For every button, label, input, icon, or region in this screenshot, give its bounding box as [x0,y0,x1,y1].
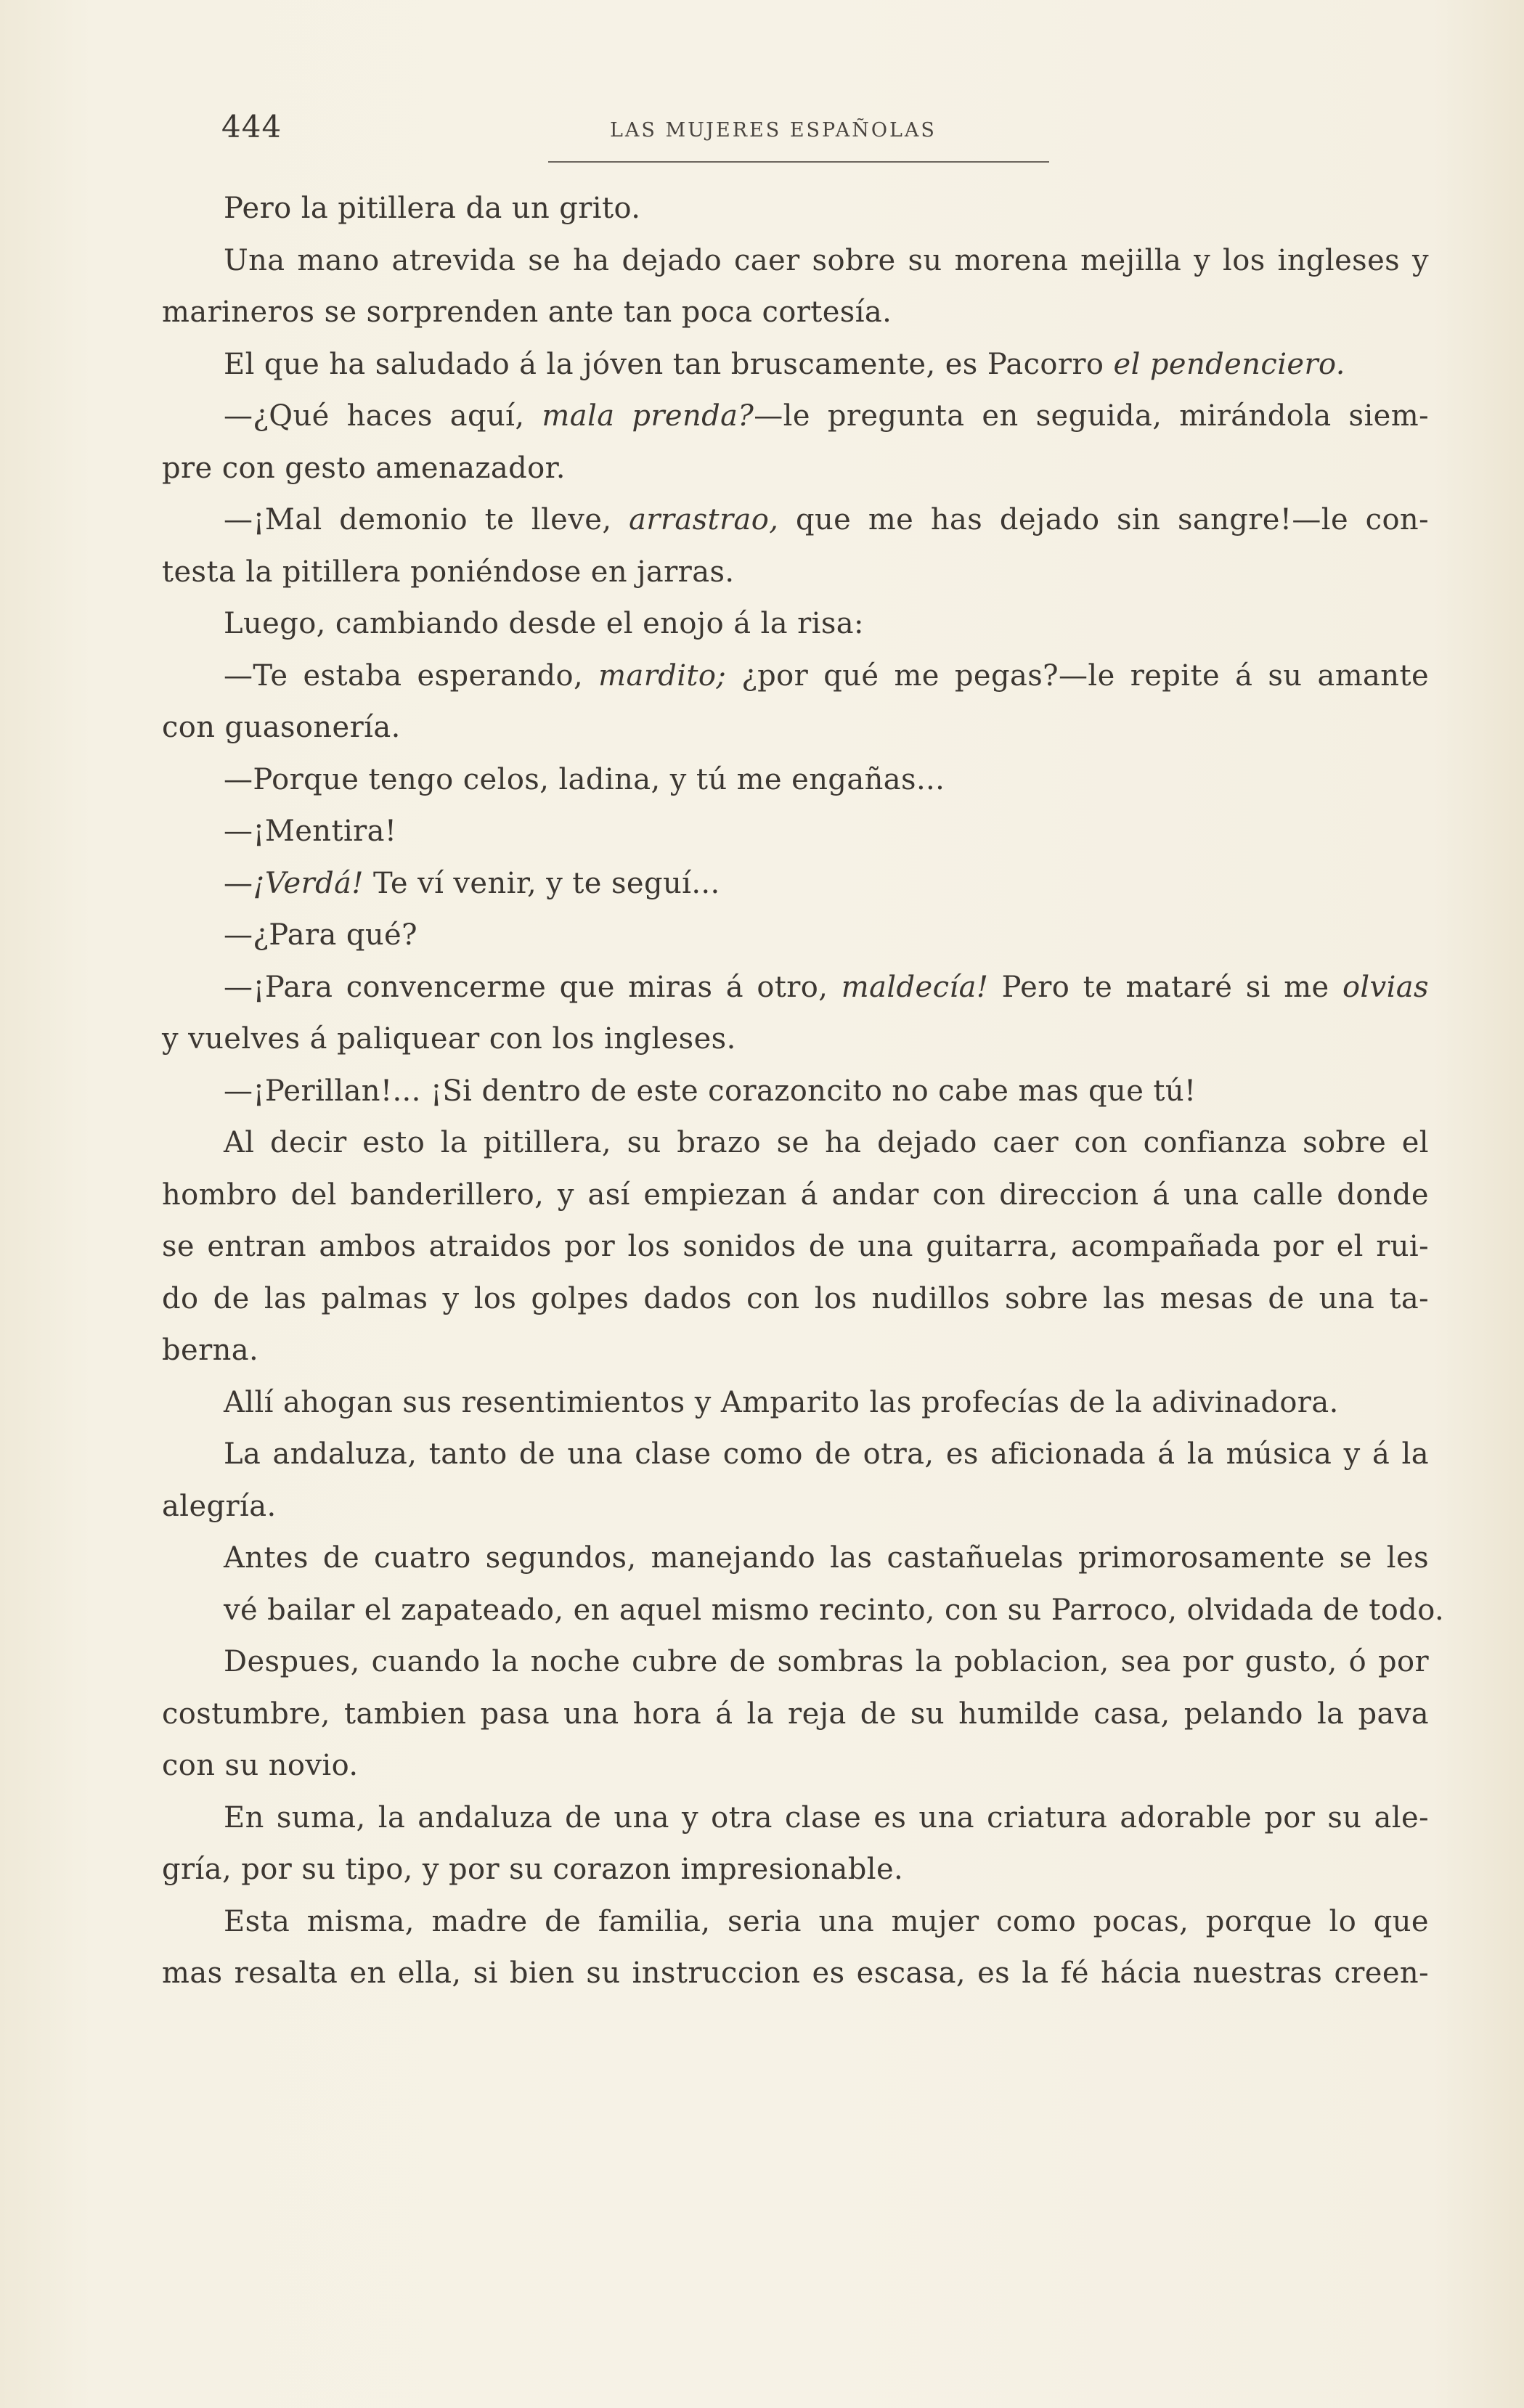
text-run: — [224,866,253,900]
text-run: En suma, la andaluza de una y otra clase es una criatura adorable por su ale- [224,1800,1429,1834]
text-line [162,1066,1429,1118]
text-line [162,1740,1429,1792]
text-line [162,962,1429,1014]
text-run: Despues, cuando la noche cubre de sombras la poblacion, sea por gusto, ó por [224,1645,1429,1678]
text-line [162,1325,1429,1377]
text-line [162,1221,1429,1273]
text-line [162,858,1429,910]
italic-text: ¡Verdá! [253,866,364,900]
text-line [162,1585,1445,1637]
text-line [162,598,1429,650]
text-run: —Porque tengo celos, ladina, y tú me engañas... [224,762,945,796]
text-run: que me has dejado sin sangre!—le con- [778,503,1429,536]
text-line [162,1481,1429,1533]
italic-text: mardito; [598,658,727,693]
text-run: Luego, cambiando desde el enojo á la risa: [224,607,864,640]
text-line [162,183,1429,235]
text-line [162,235,1429,287]
text-run: Te ví venir, y te seguí... [363,866,720,900]
text-run: ¿por qué me pegas?—le repite á su amante [726,658,1430,693]
text-run: con su novio. [162,1749,359,1782]
text-run: —¡Perillan!... ¡Si dentro de este corazoncito no cabe mas que tú! [224,1074,1197,1108]
text-run: costumbre, tambien pasa una hora á la reja de su humilde casa, pelando la pava [162,1697,1429,1731]
text-line [162,443,1429,495]
text-line [162,1532,1429,1585]
text-run: testa la pitillera poniéndose en jarras. [162,555,735,589]
header-rule [548,161,1049,163]
text-run: Una mano atrevida se ha dejado caer sobre su morena mejilla y los ingleses y [224,243,1429,277]
text-run: Pero la pitillera da un grito. [224,192,641,225]
text-line [162,1792,1429,1845]
text-run: y vuelves á paliquear con los ingleses. [162,1022,736,1056]
text-run: do de las palmas y los golpes dados con los nudillos sobre las mesas de una ta- [162,1281,1429,1315]
text-run: Al decir esto la pitillera, su brazo se ha dejado caer con confianza sobre el [224,1126,1429,1159]
text-line [162,1429,1429,1481]
page-header [221,109,1434,152]
text-line [162,1117,1429,1170]
text-line [162,1948,1429,2000]
text-line [162,754,1429,807]
text-run: —¡Mentira! [224,815,397,848]
text-line [162,1636,1429,1689]
text-run: berna. [162,1334,259,1367]
text-line [162,494,1429,547]
text-line [162,1013,1429,1066]
text-line [162,910,1429,962]
text-run: —le pregunta en seguida, mirándola siem- [754,399,1429,433]
text-run: alegría. [162,1489,277,1523]
text-run: marineros se sorprenden ante tan poca cortesía. [162,295,892,329]
text-line [162,650,1429,703]
text-run: hombro del banderillero, y así empiezan á andar con direccion á una calle donde [162,1178,1429,1212]
text-run: se entran ambos atraidos por los sonidos de una guitarra, acompañada por el rui- [162,1230,1429,1263]
text-line [162,339,1429,391]
italic-text: el pendenciero. [1113,347,1345,381]
text-line [162,547,1429,599]
text-line [162,1377,1429,1429]
text-run: —¡Mal demonio te lleve, [224,503,629,536]
italic-text: mala prenda? [542,399,754,433]
italic-text: arrastrao, [629,503,779,536]
running-title: LAS MUJERES ESPAÑOLAS [610,119,937,142]
text-line [162,391,1429,443]
text-run: —¿Para qué? [224,918,417,952]
body-text [162,183,1445,2000]
text-line [162,1689,1429,1741]
text-run: pre con gesto amenazador. [162,451,566,485]
text-run: vé bailar el zapateado, en aquel mismo recinto, con su Parroco, olvidada de todo. [224,1593,1445,1627]
text-line [162,702,1429,754]
text-line [162,287,1429,339]
text-run: —¿Qué haces aquí, [224,399,542,433]
text-run: con guasonería. [162,711,401,744]
text-line [162,1896,1429,1948]
text-line [162,1844,1429,1896]
text-run: —¡Para convencerme que miras á otro, [224,970,842,1004]
italic-text: olvias [1342,970,1429,1004]
text-run: gría, por su tipo, y por su corazon impresionable. [162,1853,904,1886]
text-run: mas resalta en ella, si bien su instruccion es escasa, es la fé hácia nuestras creen- [162,1956,1429,1990]
text-run: Allí ahogan sus resentimientos y Amparito las profecías de la adivinadora. [224,1385,1339,1419]
text-run: Antes de cuatro segundos, manejando las castañuelas primorosamente se les [224,1541,1429,1575]
text-line [162,806,1429,858]
text-run: El que ha saludado á la jóven tan bruscamente, es Pacorro [224,347,1114,381]
page-number: 444 [221,109,282,144]
text-run: La andaluza, tanto de una clase como de otra, es aficionada á la música y á la [224,1437,1429,1471]
text-line [162,1170,1429,1222]
italic-text: maldecía! [841,970,989,1004]
text-run: Esta misma, madre de familia, seria una mujer como pocas, porque lo que [224,1904,1429,1938]
text-run: —Te estaba esperando, [224,658,599,693]
text-run: Pero te mataré si me [988,970,1342,1004]
text-line [162,1273,1429,1326]
